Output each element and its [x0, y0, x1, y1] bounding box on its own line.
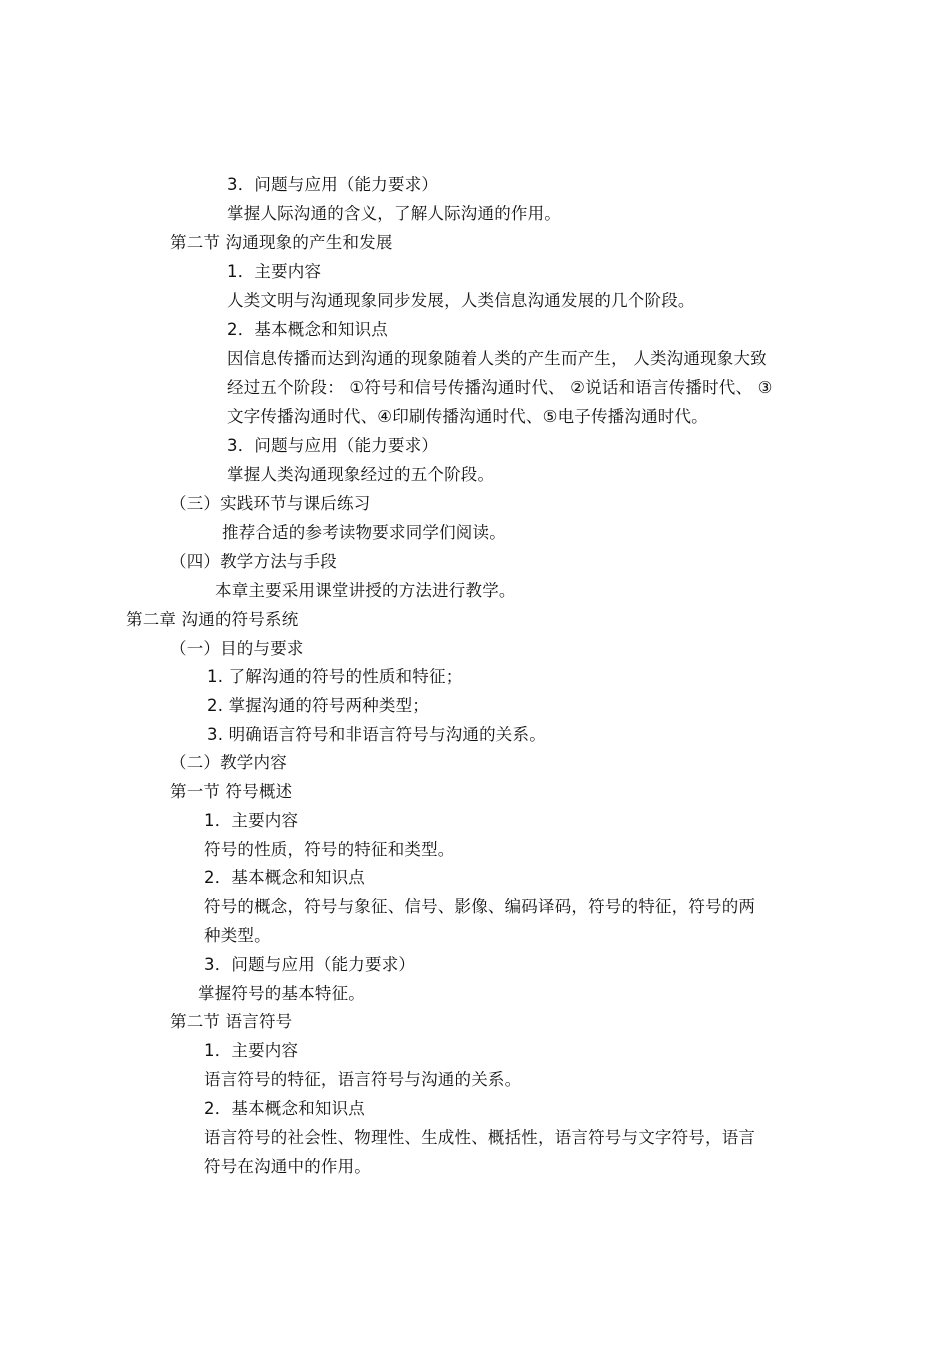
numbered-heading: 1．主要内容: [204, 811, 299, 830]
list-item: 2. 掌握沟通的符号两种类型；: [207, 696, 429, 715]
paragraph: 人类文明与沟通现象同步发展，人类信息沟通发展的几个阶段。: [227, 291, 695, 310]
numbered-heading: 1．主要内容: [227, 262, 322, 281]
paragraph: 本章主要采用课堂讲授的方法进行教学。: [215, 581, 516, 600]
paragraph: 掌握符号的基本特征。: [198, 984, 365, 1003]
list-item: 3. 明确语言符号和非语言符号与沟通的关系。: [207, 725, 546, 744]
section-heading: 第二节 语言符号: [170, 1012, 293, 1031]
numbered-heading: 3．问题与应用（能力要求）: [227, 436, 439, 455]
chapter-heading: 第二章 沟通的符号系统: [126, 610, 299, 629]
numbered-heading: 1．主要内容: [204, 1041, 299, 1060]
numbered-heading: 2．基本概念和知识点: [227, 320, 388, 339]
section-heading: 第二节 沟通现象的产生和发展: [170, 233, 393, 252]
paragraph: 因信息传播而达到沟通的现象随着人类的产生而产生， 人类沟通现象大致: [227, 349, 767, 368]
subsection-heading: （二）教学内容: [170, 753, 287, 772]
paragraph: 符号的概念，符号与象征、信号、影像、编码译码，符号的特征，符号的两: [204, 897, 756, 916]
paragraph: 推荐合适的参考读物要求同学们阅读。: [222, 523, 506, 542]
paragraph: 符号的性质，符号的特征和类型。: [204, 840, 455, 859]
paragraph: 文字传播沟通时代、④印刷传播沟通时代、⑤电子传播沟通时代。: [227, 407, 708, 426]
list-item: 1. 了解沟通的符号的性质和特征；: [207, 667, 463, 686]
paragraph: 掌握人际沟通的含义，了解人际沟通的作用。: [227, 204, 561, 223]
paragraph: 种类型。: [204, 926, 271, 945]
paragraph: 语言符号的社会性、物理性、生成性、概括性，语言符号与文字符号，语言: [204, 1128, 756, 1147]
numbered-heading: 3．问题与应用（能力要求）: [204, 955, 416, 974]
paragraph: 符号在沟通中的作用。: [204, 1157, 371, 1176]
numbered-heading: 3．问题与应用（能力要求）: [227, 175, 439, 194]
subsection-heading: （三）实践环节与课后练习: [170, 494, 371, 513]
subsection-heading: （四）教学方法与手段: [170, 552, 337, 571]
numbered-heading: 2．基本概念和知识点: [204, 868, 365, 887]
subsection-heading: （一）目的与要求: [170, 639, 304, 658]
paragraph: 经过五个阶段： ①符号和信号传播沟通时代、 ②说话和语言传播时代、 ③: [227, 378, 773, 397]
paragraph: 掌握人类沟通现象经过的五个阶段。: [227, 465, 495, 484]
section-heading: 第一节 符号概述: [170, 782, 293, 801]
numbered-heading: 2．基本概念和知识点: [204, 1099, 365, 1118]
paragraph: 语言符号的特征，语言符号与沟通的关系。: [204, 1070, 522, 1089]
